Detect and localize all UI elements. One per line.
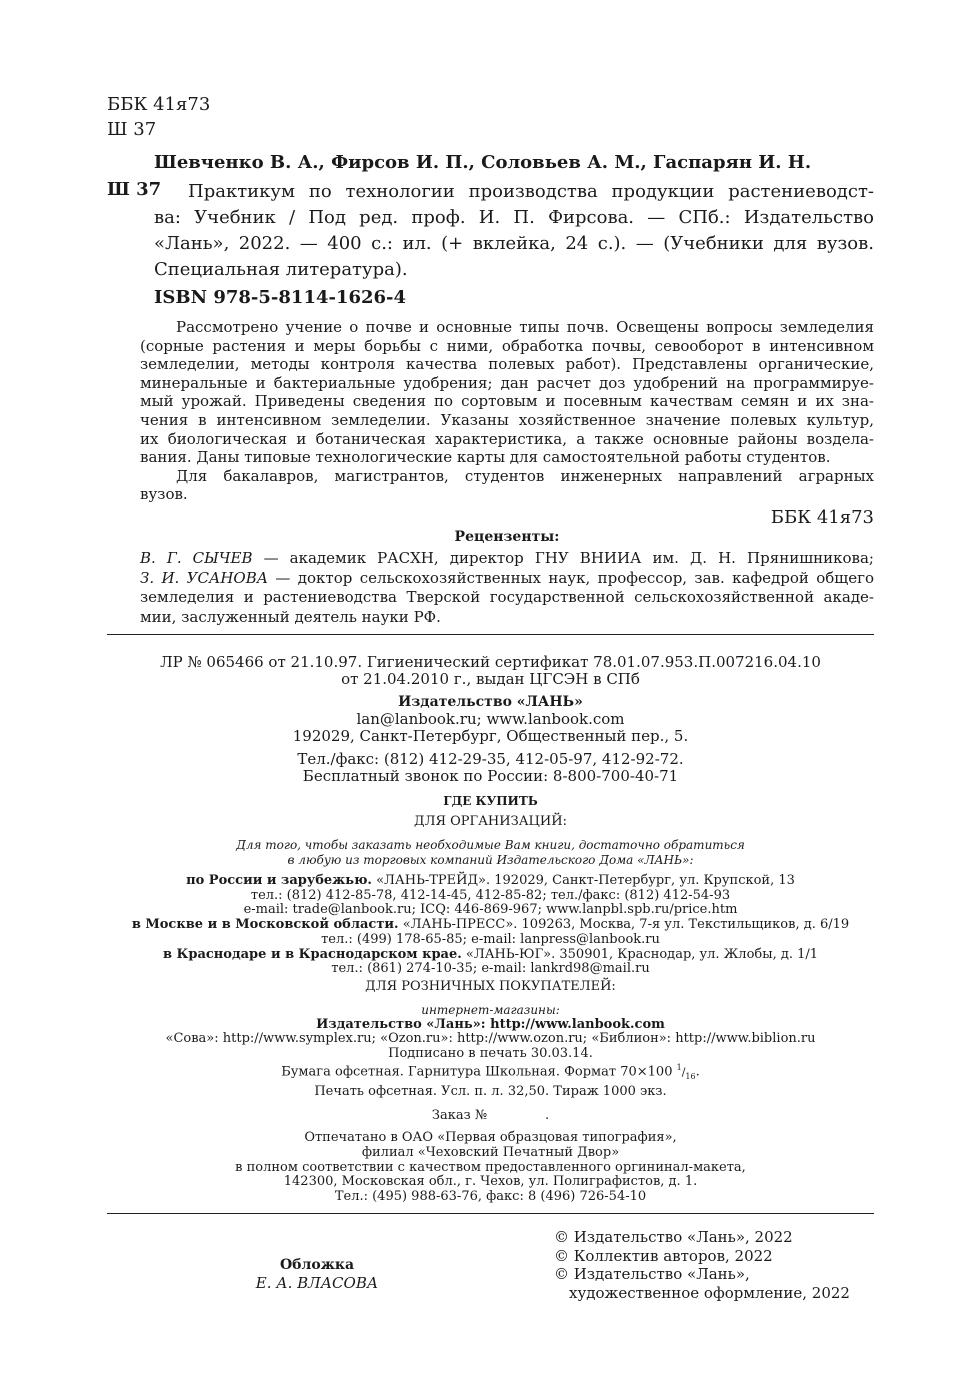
publisher-hotline: Бесплатный звонок по России: 8-800-700-40-71 bbox=[302, 767, 679, 785]
cover-label: Обложка bbox=[279, 1257, 355, 1273]
copyright-line: © Издательство «Лань», bbox=[554, 1265, 750, 1283]
other-shops: «Сова»: http://www.symplex.ru; «Ozon.ru»: http://www.ozon.ru; «Библион»: http://www.biblion.ru bbox=[165, 1031, 816, 1047]
copyright-block bbox=[554, 1228, 850, 1302]
reviewer-1-name: В. Г. СЫЧЕВ bbox=[140, 549, 253, 567]
license-line: от 21.04.2010 г., выдан ЦГСЭН в СПб bbox=[341, 670, 640, 688]
annotation-line: Рассмотрено учение о почве и основные типы почв. Освещены вопросы земледелия bbox=[176, 318, 874, 336]
copyright-line: художественное оформление, 2022 bbox=[569, 1283, 850, 1302]
isbn: ISBN 978-5-8114-1626-4 bbox=[154, 287, 407, 308]
bibliographic-description bbox=[154, 179, 874, 283]
bib-line: ва: Учебник / Под ред. проф. И. П. Фирсова. — СПб.: Издательство bbox=[154, 207, 874, 228]
copyright-line: © Издательство «Лань», 2022 bbox=[554, 1228, 793, 1246]
annotation-line: вания. Даны типовые технологические карты для самостоятельной работы студентов. bbox=[140, 448, 831, 467]
publisher-name: Издательство «ЛАНЬ» bbox=[398, 694, 583, 710]
paper-format-sup: 1 bbox=[676, 1063, 682, 1073]
signed-date: Подписано в печать 30.03.14. bbox=[388, 1045, 593, 1061]
trade-krasnodar-contact: тел.: (861) 274-10-35; e-mail: lankrd98@mail.ru bbox=[331, 961, 650, 977]
reviewer-1-text: — академик РАСХН, директор ГНУ ВНИИА им. Д. Н. Прянишникова; bbox=[252, 549, 874, 567]
trade-krasnodar-label: в Краснодаре и в Краснодарском крае. bbox=[162, 946, 462, 962]
printer-line: Отпечатано в ОАО «Первая образцовая типография», bbox=[304, 1130, 677, 1146]
divider-bottom bbox=[107, 1213, 874, 1214]
reviewers-title: Рецензенты: bbox=[454, 529, 560, 545]
trade-moscow-label: в Москве и в Московской области. bbox=[131, 917, 399, 933]
for-retail-heading: ДЛЯ РОЗНИЧНЫХ ПОКУПАТЕЛЕЙ: bbox=[365, 978, 616, 994]
paper-format: Бумага офсетная. Гарнитура Школьная. Формат 70×100 $^1/_{16}$. bbox=[281, 1063, 700, 1082]
license-line: ЛР № 065466 от 21.10.97. Гигиенический сертификат 78.01.07.953.П.007216.04.10 bbox=[160, 653, 821, 671]
orgs-note: Для того, чтобы заказать необходимые Вам книги, достаточно обратиться bbox=[236, 838, 745, 852]
internet-shops-label: интернет-магазины: bbox=[421, 1002, 560, 1017]
publisher-phone: Тел./факс: (812) 412-29-35, 412-05-97, 412-92-72. bbox=[297, 750, 684, 768]
trade-russia-label: по России и зарубежью. bbox=[186, 873, 372, 888]
bbk-code-annotation: ББК 41я73 bbox=[770, 507, 874, 528]
annotation-line: чения в интенсивном земледелии. Указаны хозяйственное значение полевых культур, bbox=[140, 410, 874, 429]
trade-moscow bbox=[107, 918, 874, 933]
reviewer-2-line: земледелия и растениеводства Тверской государственной сельскохозяйственной акаде- bbox=[140, 588, 874, 606]
reviewer-2-line: мии, заслуженный деятель науки РФ. bbox=[140, 607, 441, 626]
bib-line: «Лань», 2022. — 400 с.: ил. (+ вклейка, 24 с.). — (Учебники для вузов. bbox=[154, 233, 874, 254]
cover-artist: Е. А. ВЛАСОВА bbox=[255, 1274, 379, 1292]
annotation-line: их биологическая и ботаническая характеристика, а также основные районы воздела- bbox=[140, 429, 874, 448]
annotation-line: Для бакалавров, магистрантов, студентов инженерных направлений аграрных bbox=[176, 466, 874, 485]
trade-russia bbox=[107, 874, 874, 889]
paper-format-end: . bbox=[695, 1064, 700, 1080]
order-number: Заказ № . bbox=[431, 1108, 550, 1124]
orgs-note: в любую из торговых компаний Издательского Дома «ЛАНЬ»: bbox=[287, 852, 694, 867]
bib-line: Специальная литература). bbox=[154, 259, 408, 280]
trade-russia-contact: e-mail: trade@lanbook.ru; ICQ: 446-869-967; www.lanpbl.spb.ru/price.htm bbox=[243, 902, 738, 918]
authors: Шевченко В. А., Фирсов И. П., Соловьев А. М., Гаспарян И. Н. bbox=[154, 152, 812, 173]
trade-krasnodar-text: «ЛАНЬ-ЮГ». 350901, Краснодар, ул. Жлобы, д. 1/1 bbox=[461, 946, 819, 962]
reviewer-2 bbox=[140, 569, 874, 589]
annotation-line: земледелии, методы контроля качества полевых работ). Представлены органические, bbox=[140, 355, 874, 374]
annotation-line: (сорные растения и меры борьбы с ними, обработка почвы, севооборот в интенсивном bbox=[140, 336, 874, 355]
printer-line: Тел.: (495) 988-63-76, факс: 8 (496) 726-54-10 bbox=[334, 1188, 647, 1204]
copyright-line: © Коллектив авторов, 2022 bbox=[554, 1246, 773, 1265]
author-mark: Ш 37 bbox=[107, 119, 157, 140]
printer-line: 142300, Московская обл., г. Чехов, ул. Полиграфистов, д. 1. bbox=[283, 1174, 698, 1190]
publisher-email-web: lan@lanbook.ru; www.lanbook.com bbox=[356, 710, 625, 728]
reviewer-1 bbox=[140, 549, 874, 569]
lan-shop: Издательство «Лань»: http://www.lanbook.com bbox=[316, 1016, 665, 1032]
annotation-line: вузов. bbox=[140, 485, 188, 504]
trade-moscow-text: «ЛАНЬ-ПРЕСС». 109263, Москва, 7-я ул. Текстильщиков, д. 6/19 bbox=[398, 917, 850, 933]
reviewers bbox=[140, 549, 874, 627]
trade-moscow-contact: тел.: (499) 178-65-85; e-mail: lanpress@lanbook.ru bbox=[321, 931, 660, 947]
trade-russia-text: «ЛАНЬ-ТРЕЙД». 192029, Санкт-Петербург, ул. Крупской, 13 bbox=[371, 873, 795, 888]
paper-format-text: Бумага офсетная. Гарнитура Школьная. Формат 70×100 bbox=[281, 1064, 677, 1080]
bib-line: Практикум по технологии производства продукции растениеводст- bbox=[188, 181, 874, 202]
for-organizations-heading: ДЛЯ ОРГАНИЗАЦИЙ: bbox=[414, 814, 567, 829]
publisher-address: 192029, Санкт-Петербург, Общественный пер., 5. bbox=[292, 727, 689, 745]
where-to-buy-heading: ГДЕ КУПИТЬ bbox=[443, 794, 538, 808]
annotation-line: мый урожай. Приведены сведения по сортовым и посевным качествам семян и их зна- bbox=[140, 392, 874, 411]
annotation-line: минеральные и бактериальные удобрения; дан расчет доз удобрений на программируе- bbox=[140, 373, 874, 392]
imprint bbox=[107, 654, 874, 1204]
printer-line: филиал «Чеховский Печатный Двор» bbox=[361, 1145, 620, 1160]
author-mark-bib: Ш 37 bbox=[107, 179, 162, 200]
divider-top bbox=[107, 634, 874, 635]
reviewer-2-name: З. И. УСАНОВА bbox=[140, 568, 269, 587]
reviewer-2-text: — доктор сельскохозяйственных наук, профессор, зав. кафедрой общего bbox=[268, 568, 874, 587]
printing-info: Печать офсетная. Усл. п. л. 32,50. Тираж 1000 экз. bbox=[314, 1083, 667, 1099]
trade-krasnodar bbox=[107, 948, 874, 963]
printer-line: в полном соответствии с качеством предоставленного оргининал-макета, bbox=[235, 1159, 746, 1175]
annotation bbox=[140, 318, 874, 504]
trade-russia-phone: тел.: (812) 412-85-78, 412-14-45, 412-85-82; тел./факс: (812) 412-54-93 bbox=[250, 887, 731, 903]
cover-credit bbox=[250, 1257, 384, 1292]
bbk-code: ББК 41я73 bbox=[107, 94, 211, 115]
paper-format-sub: 16 bbox=[685, 1072, 696, 1082]
